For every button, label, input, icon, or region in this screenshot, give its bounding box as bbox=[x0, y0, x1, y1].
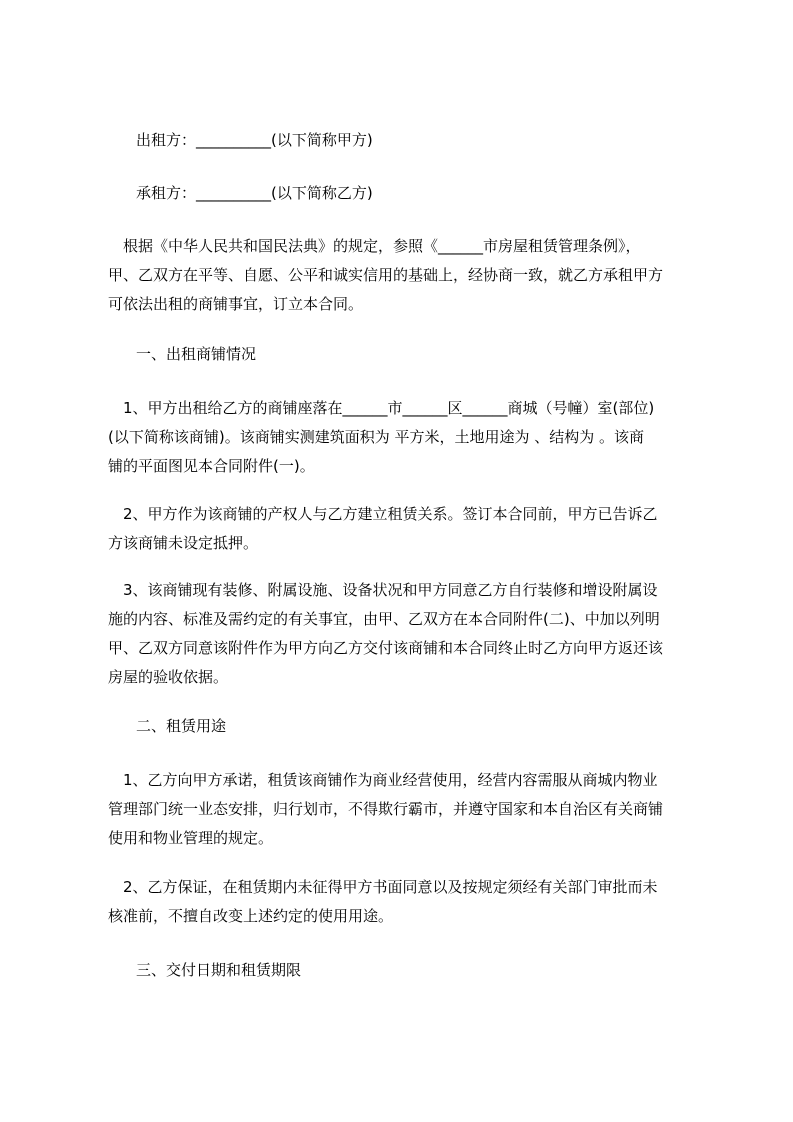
section-2-clause-1 bbox=[108, 766, 708, 853]
preamble-line: 甲、乙双方在平等、自愿、公平和诚实信用的基础上，经协商一致，就乙方承租甲方 bbox=[108, 266, 664, 284]
section-1-clause-2 bbox=[108, 500, 708, 558]
clause-line: 1、甲方出租给乙方的商铺座落在______市______区______商城（号幢）室(部位) bbox=[108, 399, 655, 417]
section-1-clause-3 bbox=[108, 576, 708, 692]
clause-line: 1、乙方向甲方承诺，租赁该商铺作为商业经营使用，经营内容需服从商城内物业 bbox=[108, 771, 658, 789]
clause-line: 铺的平面图见本合同附件(一)。 bbox=[108, 457, 315, 475]
clause-line: (以下简称该商铺)。该商铺实测建筑面积为 平方米，土地用途为 、结构为 。该商 bbox=[108, 428, 645, 446]
section-1-clause-1 bbox=[108, 394, 708, 481]
clause-line: 甲、乙双方同意该附件作为甲方向乙方交付该商铺和本合同终止时乙方向甲方返还该 bbox=[108, 639, 664, 657]
clause-line: 管理部门统一业态安排，归行划市，不得欺行霸市，并遵守国家和本自治区有关商铺 bbox=[108, 800, 664, 818]
clause-line: 使用和物业管理的规定。 bbox=[108, 829, 274, 847]
clause-line: 3、该商铺现有装修、附属设施、设备状况和甲方同意乙方自行装修和增设附属设 bbox=[108, 581, 658, 599]
section-2-clause-2 bbox=[108, 873, 708, 931]
preamble-line: 根据《中华人民共和国民法典》的规定，参照《______市房屋租赁管理条例》， bbox=[108, 237, 641, 255]
lessor-line: 出租方：__________(以下简称甲方) bbox=[136, 131, 373, 149]
section-heading-2: 二、租赁用途 bbox=[136, 717, 227, 735]
clause-line: 2、甲方作为该商铺的产权人与乙方建立租赁关系。签订本合同前，甲方已告诉乙 bbox=[108, 505, 658, 523]
clause-line: 方该商铺未设定抵押。 bbox=[108, 534, 259, 552]
lessee-line: 承租方：__________(以下简称乙方) bbox=[136, 184, 373, 202]
preamble-paragraph bbox=[108, 232, 708, 319]
clause-line: 房屋的验收依据。 bbox=[108, 668, 229, 686]
section-heading-3: 三、交付日期和租赁期限 bbox=[136, 961, 302, 979]
clause-line: 施的内容、标准及需约定的有关事宜，由甲、乙双方在本合同附件(二)、中加以列明 bbox=[108, 610, 660, 628]
clause-line: 2、乙方保证，在租赁期内未征得甲方书面同意以及按规定须经有关部门审批而未 bbox=[108, 878, 658, 896]
clause-line: 核准前，不擅自改变上述约定的使用用途。 bbox=[108, 907, 394, 925]
section-heading-1: 一、出租商铺情况 bbox=[136, 345, 257, 363]
preamble-line: 可依法出租的商铺事宜，订立本合同。 bbox=[108, 295, 364, 313]
